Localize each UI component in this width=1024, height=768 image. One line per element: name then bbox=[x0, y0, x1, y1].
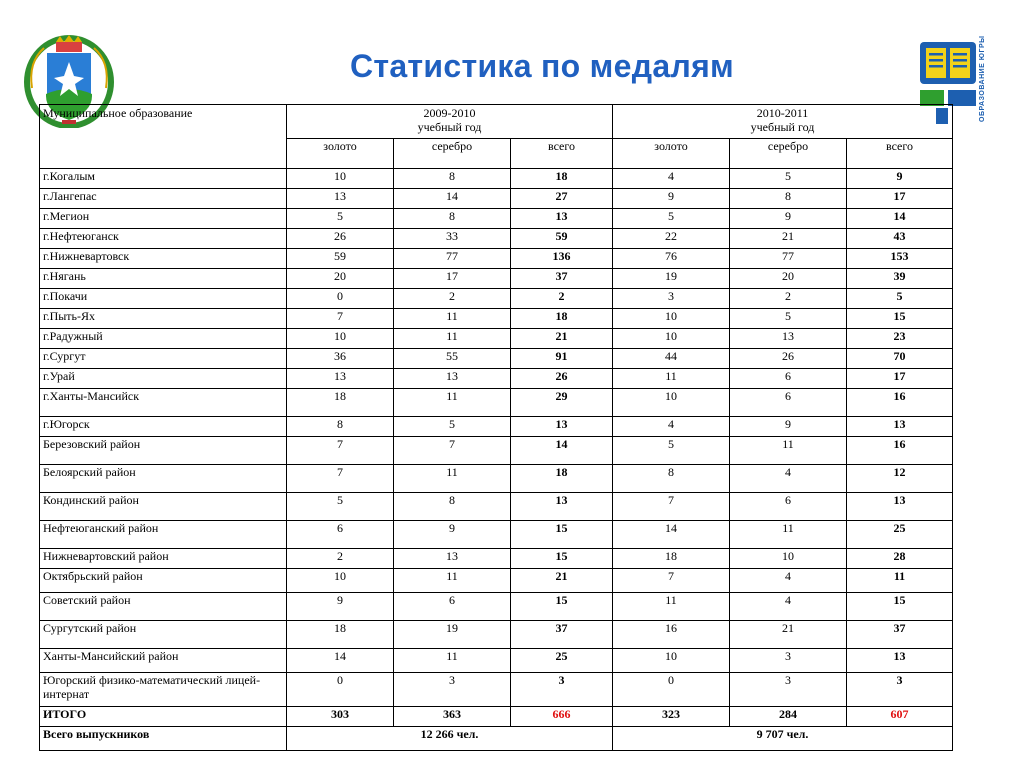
value-cell: 5 bbox=[847, 289, 953, 309]
value-cell: 59 bbox=[287, 249, 394, 269]
value-cell: 7 bbox=[287, 309, 394, 329]
value-cell: 10 bbox=[287, 169, 394, 189]
table-row bbox=[40, 329, 953, 349]
column-header-period-1 bbox=[287, 105, 613, 139]
value-cell: 11 bbox=[394, 649, 511, 673]
value-cell: 11 bbox=[394, 465, 511, 493]
value-cell: 6 bbox=[730, 369, 847, 389]
value-cell: 20 bbox=[287, 269, 394, 289]
page-title: Статистика по медалям bbox=[349, 48, 735, 84]
value-cell: 7 bbox=[613, 569, 730, 593]
value-cell: 4 bbox=[730, 465, 847, 493]
graduates-period-1: 12 266 чел. bbox=[287, 727, 613, 751]
value-cell: 13 bbox=[730, 329, 847, 349]
value-cell: 26 bbox=[287, 229, 394, 249]
table-row bbox=[40, 389, 953, 417]
graduates-label: Всего выпускников bbox=[40, 727, 287, 751]
value-cell: 9 bbox=[613, 189, 730, 209]
table-header-row bbox=[40, 105, 953, 139]
table-row bbox=[40, 169, 953, 189]
value-cell: 10 bbox=[613, 649, 730, 673]
municipality-name: Березовский район bbox=[40, 437, 287, 465]
value-cell: 18 bbox=[613, 549, 730, 569]
municipality-name: г.Нефтеюганск bbox=[40, 229, 287, 249]
subheader-total: всего bbox=[847, 139, 953, 169]
value-cell: 3 bbox=[511, 673, 613, 707]
value-cell: 18 bbox=[287, 621, 394, 649]
table-row bbox=[40, 229, 953, 249]
period-2-label: учебный год bbox=[750, 120, 815, 134]
value-cell: 76 bbox=[613, 249, 730, 269]
municipality-name: г.Когалым bbox=[40, 169, 287, 189]
value-cell: 4 bbox=[613, 169, 730, 189]
value-cell: 7 bbox=[287, 465, 394, 493]
total-cell: 607 bbox=[847, 707, 953, 727]
value-cell: 5 bbox=[287, 493, 394, 521]
value-cell: 2 bbox=[511, 289, 613, 309]
value-cell: 15 bbox=[511, 549, 613, 569]
graduates-period-2: 9 707 чел. bbox=[613, 727, 953, 751]
value-cell: 13 bbox=[287, 369, 394, 389]
value-cell: 14 bbox=[287, 649, 394, 673]
value-cell: 3 bbox=[730, 673, 847, 707]
table-row bbox=[40, 369, 953, 389]
value-cell: 8 bbox=[394, 493, 511, 521]
value-cell: 17 bbox=[847, 189, 953, 209]
value-cell: 2 bbox=[287, 549, 394, 569]
value-cell: 13 bbox=[511, 493, 613, 521]
value-cell: 7 bbox=[394, 437, 511, 465]
graduates-row bbox=[40, 727, 953, 751]
table-row bbox=[40, 417, 953, 437]
total-cell: 666 bbox=[511, 707, 613, 727]
value-cell: 16 bbox=[613, 621, 730, 649]
value-cell: 15 bbox=[511, 593, 613, 621]
value-cell: 33 bbox=[394, 229, 511, 249]
value-cell: 4 bbox=[730, 569, 847, 593]
table-row bbox=[40, 249, 953, 269]
subheader-gold: золото bbox=[613, 139, 730, 169]
table-row bbox=[40, 189, 953, 209]
value-cell: 136 bbox=[511, 249, 613, 269]
municipality-name: г.Лангепас bbox=[40, 189, 287, 209]
value-cell: 28 bbox=[847, 549, 953, 569]
value-cell: 153 bbox=[847, 249, 953, 269]
value-cell: 3 bbox=[847, 673, 953, 707]
table-row bbox=[40, 621, 953, 649]
value-cell: 3 bbox=[613, 289, 730, 309]
value-cell: 37 bbox=[511, 621, 613, 649]
municipality-name: г.Югорск bbox=[40, 417, 287, 437]
value-cell: 12 bbox=[847, 465, 953, 493]
total-cell: 323 bbox=[613, 707, 730, 727]
value-cell: 21 bbox=[511, 569, 613, 593]
value-cell: 59 bbox=[511, 229, 613, 249]
value-cell: 8 bbox=[287, 417, 394, 437]
municipality-name: г.Пыть-Ях bbox=[40, 309, 287, 329]
municipality-name: Октябрьский район bbox=[40, 569, 287, 593]
value-cell: 0 bbox=[287, 673, 394, 707]
value-cell: 11 bbox=[730, 521, 847, 549]
value-cell: 70 bbox=[847, 349, 953, 369]
value-cell: 11 bbox=[613, 593, 730, 621]
total-row bbox=[40, 707, 953, 727]
value-cell: 6 bbox=[730, 493, 847, 521]
table-row bbox=[40, 569, 953, 593]
municipality-name: Советский район bbox=[40, 593, 287, 621]
column-header-period-2 bbox=[613, 105, 953, 139]
value-cell: 21 bbox=[730, 621, 847, 649]
value-cell: 27 bbox=[511, 189, 613, 209]
value-cell: 10 bbox=[730, 549, 847, 569]
value-cell: 13 bbox=[394, 549, 511, 569]
table-row bbox=[40, 465, 953, 493]
value-cell: 9 bbox=[847, 169, 953, 189]
value-cell: 5 bbox=[730, 309, 847, 329]
municipality-name: Ханты-Мансийский район bbox=[40, 649, 287, 673]
value-cell: 14 bbox=[394, 189, 511, 209]
value-cell: 13 bbox=[287, 189, 394, 209]
value-cell: 8 bbox=[394, 169, 511, 189]
value-cell: 14 bbox=[847, 209, 953, 229]
value-cell: 0 bbox=[287, 289, 394, 309]
value-cell: 39 bbox=[847, 269, 953, 289]
municipality-name: Нефтеюганский район bbox=[40, 521, 287, 549]
value-cell: 21 bbox=[730, 229, 847, 249]
value-cell: 17 bbox=[847, 369, 953, 389]
value-cell: 10 bbox=[613, 389, 730, 417]
table-row bbox=[40, 493, 953, 521]
municipality-name: Югорский физико-математический лицей-интернат bbox=[40, 673, 287, 707]
table-row bbox=[40, 349, 953, 369]
value-cell: 9 bbox=[287, 593, 394, 621]
value-cell: 20 bbox=[730, 269, 847, 289]
value-cell: 13 bbox=[847, 417, 953, 437]
value-cell: 3 bbox=[730, 649, 847, 673]
value-cell: 0 bbox=[613, 673, 730, 707]
municipality-name: г.Нижневартовск bbox=[40, 249, 287, 269]
municipality-name: Сургутский район bbox=[40, 621, 287, 649]
value-cell: 15 bbox=[511, 521, 613, 549]
municipality-name: г.Радужный bbox=[40, 329, 287, 349]
value-cell: 6 bbox=[730, 389, 847, 417]
value-cell: 13 bbox=[511, 209, 613, 229]
value-cell: 11 bbox=[394, 569, 511, 593]
value-cell: 11 bbox=[613, 369, 730, 389]
value-cell: 37 bbox=[847, 621, 953, 649]
value-cell: 91 bbox=[511, 349, 613, 369]
value-cell: 17 bbox=[394, 269, 511, 289]
value-cell: 11 bbox=[730, 437, 847, 465]
value-cell: 9 bbox=[394, 521, 511, 549]
value-cell: 14 bbox=[613, 521, 730, 549]
value-cell: 8 bbox=[730, 189, 847, 209]
value-cell: 13 bbox=[511, 417, 613, 437]
table-row bbox=[40, 673, 953, 707]
value-cell: 7 bbox=[613, 493, 730, 521]
value-cell: 3 bbox=[394, 673, 511, 707]
municipality-name: г.Нягань bbox=[40, 269, 287, 289]
value-cell: 18 bbox=[511, 309, 613, 329]
period-2-years: 2010-2011 bbox=[756, 106, 809, 120]
total-cell: 303 bbox=[287, 707, 394, 727]
value-cell: 18 bbox=[511, 169, 613, 189]
subheader-gold: золото bbox=[287, 139, 394, 169]
value-cell: 8 bbox=[394, 209, 511, 229]
value-cell: 6 bbox=[287, 521, 394, 549]
value-cell: 2 bbox=[394, 289, 511, 309]
value-cell: 9 bbox=[730, 417, 847, 437]
value-cell: 44 bbox=[613, 349, 730, 369]
value-cell: 16 bbox=[847, 437, 953, 465]
column-header-municipality: Муниципальное образование bbox=[40, 105, 287, 169]
value-cell: 6 bbox=[394, 593, 511, 621]
value-cell: 5 bbox=[613, 437, 730, 465]
value-cell: 10 bbox=[287, 569, 394, 593]
value-cell: 11 bbox=[394, 309, 511, 329]
value-cell: 14 bbox=[511, 437, 613, 465]
municipality-name: Белоярский район bbox=[40, 465, 287, 493]
table-row bbox=[40, 309, 953, 329]
value-cell: 43 bbox=[847, 229, 953, 249]
value-cell: 15 bbox=[847, 309, 953, 329]
value-cell: 2 bbox=[730, 289, 847, 309]
medal-statistics-table bbox=[39, 104, 953, 751]
table-row bbox=[40, 269, 953, 289]
value-cell: 13 bbox=[847, 649, 953, 673]
value-cell: 18 bbox=[287, 389, 394, 417]
municipality-name: г.Мегион bbox=[40, 209, 287, 229]
table-row bbox=[40, 521, 953, 549]
value-cell: 15 bbox=[847, 593, 953, 621]
value-cell: 9 bbox=[730, 209, 847, 229]
value-cell: 5 bbox=[287, 209, 394, 229]
subheader-silver: серебро bbox=[730, 139, 847, 169]
value-cell: 7 bbox=[287, 437, 394, 465]
value-cell: 4 bbox=[730, 593, 847, 621]
table-row bbox=[40, 593, 953, 621]
value-cell: 19 bbox=[394, 621, 511, 649]
value-cell: 77 bbox=[730, 249, 847, 269]
total-cell: 284 bbox=[730, 707, 847, 727]
value-cell: 4 bbox=[613, 417, 730, 437]
table-row bbox=[40, 649, 953, 673]
value-cell: 18 bbox=[511, 465, 613, 493]
municipality-name: Нижневартовский район bbox=[40, 549, 287, 569]
value-cell: 25 bbox=[511, 649, 613, 673]
subheader-total: всего bbox=[511, 139, 613, 169]
value-cell: 11 bbox=[394, 329, 511, 349]
table-row bbox=[40, 209, 953, 229]
municipality-name: г.Ханты-Мансийск bbox=[40, 389, 287, 417]
value-cell: 26 bbox=[730, 349, 847, 369]
subheader-silver: серебро bbox=[394, 139, 511, 169]
value-cell: 22 bbox=[613, 229, 730, 249]
value-cell: 55 bbox=[394, 349, 511, 369]
logo-caption: ОБРАЗОВАНИЕ ЮГРЫ bbox=[979, 35, 986, 122]
municipality-name: Кондинский район bbox=[40, 493, 287, 521]
value-cell: 19 bbox=[613, 269, 730, 289]
municipality-name: г.Покачи bbox=[40, 289, 287, 309]
value-cell: 11 bbox=[394, 389, 511, 417]
period-1-label: учебный год bbox=[417, 120, 482, 134]
total-label: ИТОГО bbox=[40, 707, 287, 727]
value-cell: 5 bbox=[394, 417, 511, 437]
value-cell: 36 bbox=[287, 349, 394, 369]
total-cell: 363 bbox=[394, 707, 511, 727]
value-cell: 16 bbox=[847, 389, 953, 417]
value-cell: 37 bbox=[511, 269, 613, 289]
table-row bbox=[40, 289, 953, 309]
value-cell: 29 bbox=[511, 389, 613, 417]
table-row bbox=[40, 437, 953, 465]
value-cell: 5 bbox=[613, 209, 730, 229]
value-cell: 23 bbox=[847, 329, 953, 349]
value-cell: 11 bbox=[847, 569, 953, 593]
value-cell: 10 bbox=[287, 329, 394, 349]
value-cell: 5 bbox=[730, 169, 847, 189]
value-cell: 25 bbox=[847, 521, 953, 549]
value-cell: 26 bbox=[511, 369, 613, 389]
value-cell: 13 bbox=[394, 369, 511, 389]
table-row bbox=[40, 549, 953, 569]
value-cell: 13 bbox=[847, 493, 953, 521]
value-cell: 10 bbox=[613, 329, 730, 349]
value-cell: 10 bbox=[613, 309, 730, 329]
value-cell: 8 bbox=[613, 465, 730, 493]
municipality-name: г.Урай bbox=[40, 369, 287, 389]
period-1-years: 2009-2010 bbox=[423, 106, 476, 120]
value-cell: 77 bbox=[394, 249, 511, 269]
municipality-name: г.Сургут bbox=[40, 349, 287, 369]
value-cell: 21 bbox=[511, 329, 613, 349]
